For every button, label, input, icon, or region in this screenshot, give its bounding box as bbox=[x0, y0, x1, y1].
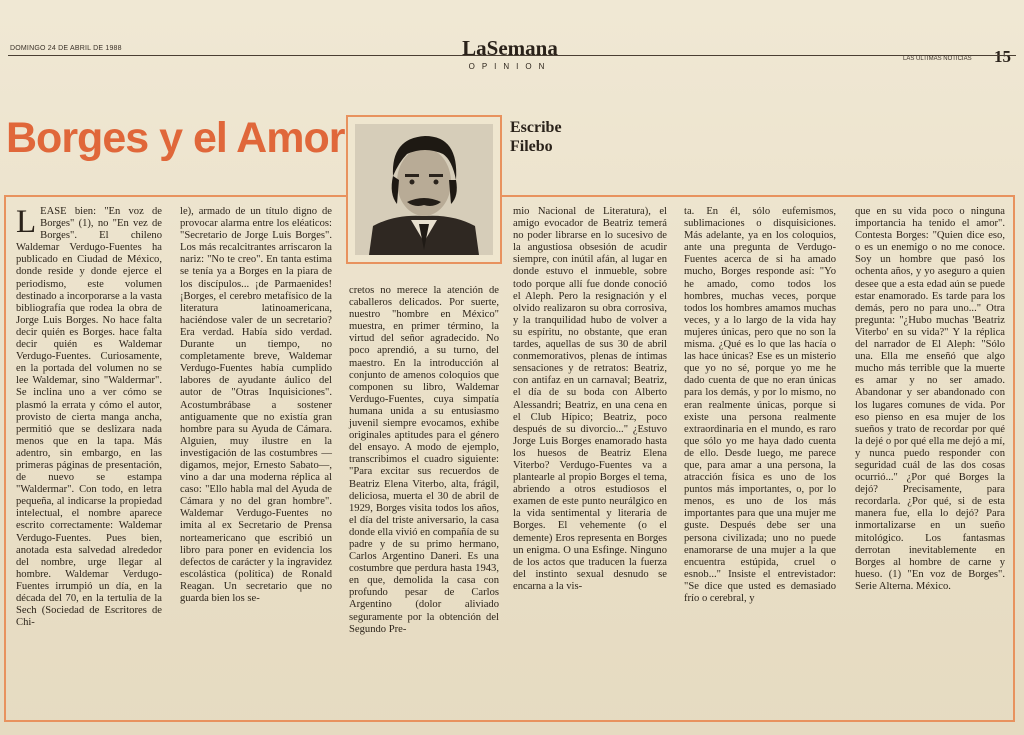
masthead: LaSemana bbox=[462, 36, 558, 60]
header-rule bbox=[8, 55, 1016, 56]
author-portrait bbox=[355, 124, 493, 255]
column-text: cretos no merece la atención de caballeros delicados. Por suerte, nuestro "hombre en México" muestra, en primer término, la virtud del señor agradecido. No poco aprendió, a su turno, del maestro. En la introducción al conjunto de amenos coloquios que componen su libro, Waldemar Verdugo-Fuentes, cuya simpatía humana unida a su entusiasmo juvenil siempre evocamos, exhibe originales aptitudes para el género del ensayo. A modo de ejemplo, transcribimos el cuadro siguiente: "Para excitar sus recuerdos de Beatriz Elena Viterbo, alta, frágil, deliciosa, muerta el 30 de abril de 1929, Borges visita todos los años, el día del triste aniversario, la casa donde ella vivió en compañía de su padre y de su primo hermano, Carlos Argentino Daneri. Es una costumbre que perdura hasta 1943, en que, demolida la casa con profundo pesar de Carlos Argentino (dolor aliviado seguramente por la obtención del Segundo Pre- bbox=[349, 285, 499, 635]
article-column-5 bbox=[684, 206, 836, 605]
article-column-3 bbox=[349, 285, 499, 636]
date-line: DOMINGO 24 DE ABRIL DE 1988 bbox=[10, 45, 122, 52]
column-text: mio Nacional de Literatura), el amigo evocador de Beatriz temerá no poder librarse en lo sucesivo de la angustiosa obsesión de acudir siempre, con inútil afán, al lugar en donde estuvo el inmueble, sobre todo porque allí fue donde conoció el Aleph. Pero la resignación y el olvido realizaron su obra corrosiva, y la tranquilidad hubo de volver a su espíritu, no obstante, que eran tardes, aquellas de sus 30 de abril conmemorativos, plenas de íntimas sensaciones y de retratos: Beatriz, con antifaz en un carnaval; Beatriz, el día de su boda con Alberto Alessandri; Beatriz, en una cena en el Club Hípico; Beatriz, poco después de su divorcio..." ¿Estuvo Jorge Luis Borges enamorado hasta los huesos de Beatriz Elena Viterbo? Verdugo-Fuentes va a plantearle al propio Borges el tema, abriendo a otros estudiosos el examen de este punto neurálgico en la vida sentimental y literaria de Borges. El vehemente (o el demente) Eros representa en Borges un enigma. O una Esfinge. Ninguno de los actos que traducen la fuerza del instinto sexual desnudo se encarna a la vis- bbox=[513, 206, 667, 592]
article-column-2 bbox=[180, 206, 332, 605]
article-column-6 bbox=[855, 206, 1005, 593]
article-column-1 bbox=[16, 206, 162, 629]
portrait-drawing bbox=[355, 124, 493, 255]
byline-label: Escribe bbox=[510, 119, 562, 136]
article-column-4 bbox=[513, 206, 667, 593]
byline-author: Filebo bbox=[510, 138, 553, 155]
byline bbox=[510, 118, 562, 156]
page-number: 15 bbox=[994, 47, 1011, 66]
column-text: que en su vida poco o ninguna importancia ha tenido el amor". Contesta Borges: "Quien dice eso, o es un enemigo o no me conoce. Soy un hombre que pasó los ochenta años, y yo aseguro a quien desee que a esta edad aún se puede estar enamorado. Es tarde para los demás, pero no para uno..." Otra pregunta: "¿Hubo muchas 'Beatriz Viterbo' en su vida?" Y la réplica del narrador de El Aleph: "Sólo una. Ella me enseñó que algo mucho más terrible que la muerte es amar y no ser amado. Abandonar y ser abandonado con los lugares comunes de vida. Por eso pienso en esa mujer de los sueños y trato de recordar por qué la dejé o por qué ella me dejó a mí, y nunca puedo responder con seguridad cuál de las dos cosas ocurrió..." ¿Por qué Borges la dejó? Precisamente, para recordarla. ¿Por qué, si de esta manera fue, ella lo dejó? Para inmortalizarse en un sueño mitológico. Los fantasmas derrotan inevitablemente en Borges al hombre de carne y hueso. (1) "En voz de Borges". Serie Alterna. México. bbox=[855, 206, 1005, 592]
column-text: EASE bien: "En voz de Borges" (1), no "En vez de Borges". El chileno Waldemar Verdugo-Fuentes ha publicado en Ciudad de México, donde reside y donde ejerce el periodismo, este volumen destinado a incorporarse a la vasta bibliografía que rodea la obra de Jorge Luis Borges. No hace falta decir quién es Borges. hace falta decir quién es Waldemar Verdugo-Fuentes. Curiosamente, en la portada del volumen no se lee Waldemar, sino "Waldermar". Se inclina uno a ver cómo se plasmó la errata y cómo el autor, provisto de cierta manga ancha, permitió que se deslizara nada menos que en la tapa. Más adentro, sin embargo, en las primeras páginas de presentación, de nuevo se estampa "Waldermar". Con todo, en letra pequeña, al indicarse la propiedad intelectual, el nombre aparece escrito correctamente: Waldemar Verdugo-Fuentes. Pues bien, anotada esta salvedad alrededor del nombre, urge llegar al hombre. Waldemar Verdugo-Fuentes irrumpió un día, en la década del 70, en la tertulia de la Sech (Sociedad de Escritores de Chi- bbox=[16, 206, 162, 629]
photo-frame bbox=[346, 115, 502, 264]
section-label: OPINION bbox=[468, 62, 552, 71]
column-text: le), armado de un título digno de provocar alarma entre los eléaticos: "Secretario de Jorge Luis Borges". Los más recalcitrantes arriscaron la nariz: "No te creo". En tanta estima se tenía ya a Borges en la piara de los discípulos... ¡de Parmaenides! ¡Borges, el cerebro metafísico de la literatura latinoamericana, haciéndose valer de un secretario? Era verdad. Había sido verdad. Durante un tiempo, no completamente breve, Waldemar Verdugo-Fuentes había cumplido labores de ayudante áulico del autor de "Otras Inquisiciones". Acostumbrábase a sostener antiguamente que no existía gran hombre para su Ayuda de Cámara. Alguien, muy ilustre en la investigación de las costumbres —digamos, mejor, Ernesto Sabato—, vino a dar una moderna réplica al caso: "Ello habla mal del Ayuda de Cámara y no del gran hombre". Waldemar Verdugo-Fuentes no imita al ex Secretario de Prensa norteamericano que escribió un libro para poner en evidencia los defectos de carácter y la ingravidez escolástica (política) de Ronald Reagan. Un secretario que no guarda bien los se- bbox=[180, 206, 332, 604]
column-text: ta. En él, sólo eufemismos, sublimaciones o disquisiciones. Más adelante, ya en los coloquios, ante una pregunta de Verdugo-Fuentes acerca de si ha amado mucho, Borges responde así: "Yo he amado, como todos los hombres, muchas veces, porque todos los hombres amamos muchas veces, y a lo largo de la vida hay mujeres únicas, pero que no son la misma. ¿Qué es lo que las hacía o las hace únicas? Ese es un misterio que yo no sé, porque yo me he dado cuenta de que no eran únicas para los demás, y por lo mismo, no eran realmente únicas, porque si existe una persona realmente extraordinaria en el mundo, es raro que sólo yo me haya dado cuenta de ello. Desde luego, me parece que, para amar a una persona, la atracción física es uno de los puntos más importantes, o, por lo menos, es uno de los más importantes para que una mujer me guste. Después debe ser una persona civilizada; uno no puede enamorarse de una mujer a la que encuentra estúpida, cruel o esnob..." Insiste el entrevistador: "Se dice que usted es demasiado frío o cerebral, y bbox=[684, 206, 836, 604]
paper-name: LAS ULTIMAS NOTICIAS bbox=[903, 56, 972, 62]
article-title: Borges y el Amor bbox=[6, 114, 345, 162]
drop-cap: L bbox=[16, 204, 37, 240]
